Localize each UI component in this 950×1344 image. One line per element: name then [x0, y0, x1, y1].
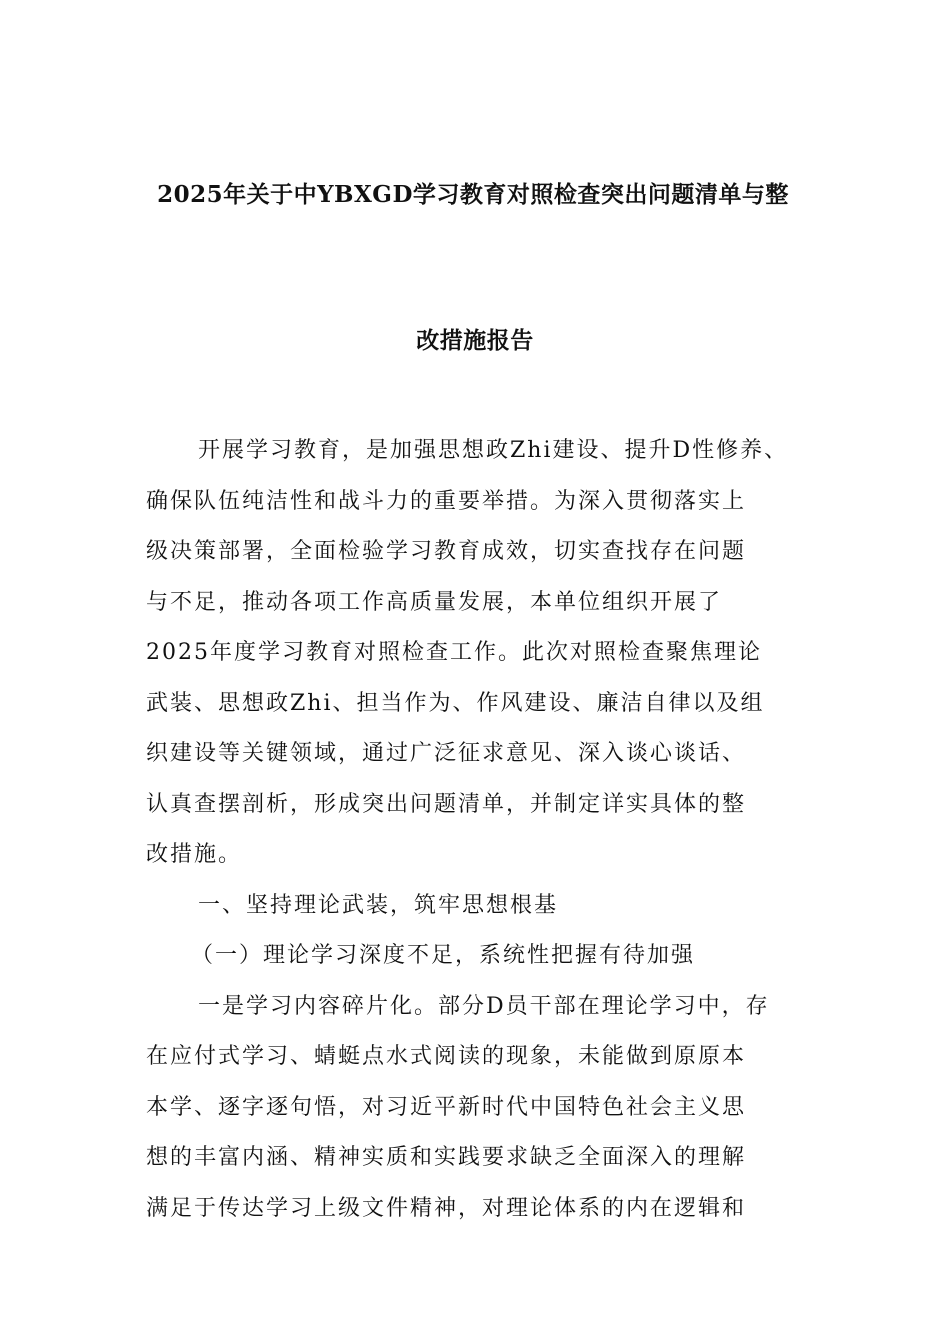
paragraph-line: 确保队伍纯洁性和战斗力的重要举措。为深入贯彻落实上 — [146, 488, 747, 514]
paragraph-line: 本学、逐字逐句悟，对习近平新时代中国特色社会主义思 — [146, 1094, 747, 1120]
paragraph-line: 武装、思想政Zhi、担当作为、作风建设、廉洁自律以及组 — [146, 690, 765, 716]
paragraph-line: 一是学习内容碎片化。部分D员干部在理论学习中，存 — [198, 993, 770, 1019]
paragraph-line: 级决策部署，全面检验学习教育成效，切实查找存在问题 — [146, 539, 747, 564]
document-body — [146, 426, 836, 1234]
document-title-line-1: 2025年关于中YBXGD学习教育对照检查突出问题清单与整 — [157, 181, 789, 208]
section-subheading: （一）理论学习深度不足，系统性把握有待加强 — [191, 943, 696, 968]
paragraph-line: 2025年度学习教育对照检查工作。此次对照检查聚焦理论 — [146, 640, 762, 665]
paragraph-line: 想的丰富内涵、精神实质和实践要求缺乏全面深入的理解 — [146, 1145, 747, 1170]
paragraph-line: 在应付式学习、蜻蜓点水式阅读的现象，未能做到原原本 — [146, 1044, 747, 1069]
paragraph-line: 满足于传达学习上级文件精神，对理论体系的内在逻辑和 — [146, 1195, 747, 1221]
paragraph-line: 与不足，推动各项工作高质量发展，本单位组织开展了 — [146, 589, 723, 615]
section-heading: 一、坚持理论武装，筑牢思想根基 — [198, 892, 559, 918]
paragraph-line: 改措施。 — [146, 842, 243, 867]
paragraph-line: 认真查摆剖析，形成突出问题清单，并制定详实具体的整 — [146, 791, 747, 817]
paragraph-line: 开展学习教育，是加强思想政Zhi建设、提升D性修养、 — [198, 438, 789, 463]
document-title-line-2: 改措施报告 — [416, 327, 534, 354]
paragraph-line: 织建设等关键领域，通过广泛征求意见、深入谈心谈话、 — [146, 741, 747, 766]
